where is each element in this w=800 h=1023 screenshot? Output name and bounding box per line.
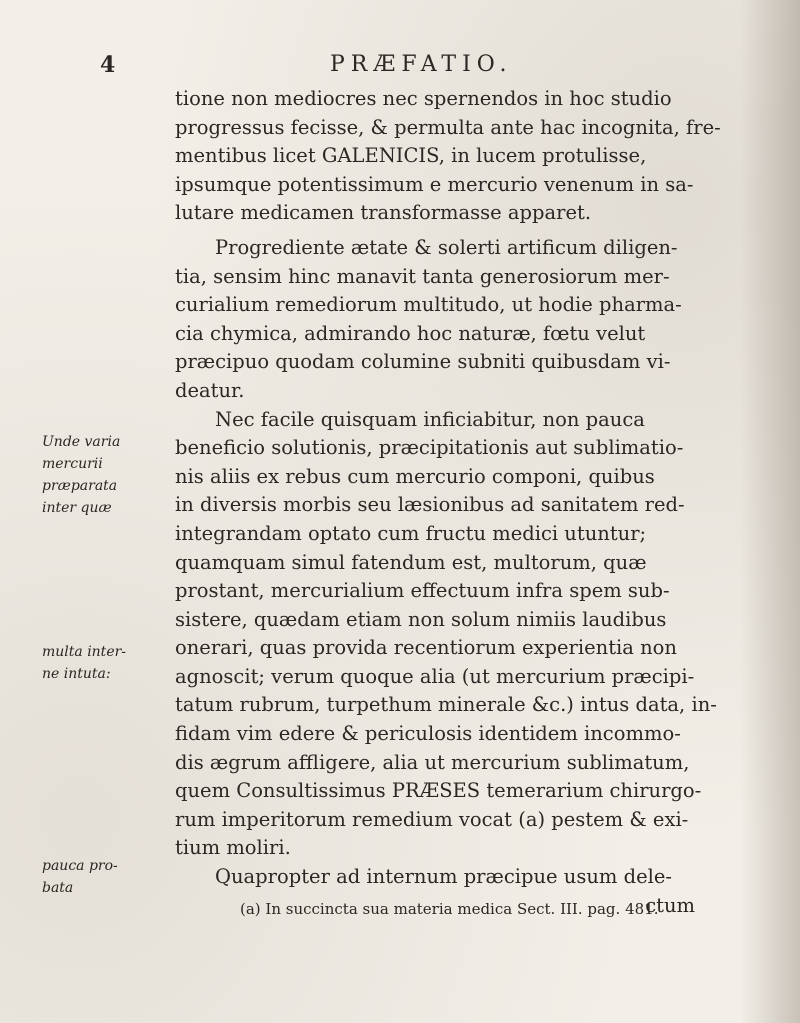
text-line: progressus fecisse, & permulta ante hac incognita, fre- — [175, 115, 721, 139]
text-line: curialium remediorum multitudo, ut hodie pharma- — [175, 293, 682, 317]
text-line: sistere, quædam etiam non solum nimiis laudibus — [175, 607, 667, 631]
margin-note-3 — [42, 855, 118, 899]
margin-note-line: Unde varia — [42, 434, 121, 450]
text-line: Progrediente ætate & solerti artificum diligen- — [215, 235, 678, 259]
text-line: agnoscit; verum quoque alia (ut mercurium præcipi- — [175, 664, 695, 688]
text-line: tatum rubrum, turpethum minerale &c.) intus data, in- — [175, 693, 717, 717]
text-line: deatur. — [175, 378, 245, 402]
page-number: 4 — [100, 52, 116, 78]
margin-note-line: præparata — [42, 478, 118, 494]
margin-note-line: pauca pro- — [42, 858, 118, 874]
main-text — [175, 85, 735, 920]
page-header — [100, 52, 720, 82]
page-edge-shadow — [740, 0, 800, 1023]
margin-note-line: ne intuta: — [42, 666, 111, 682]
margin-note-line: multa inter- — [42, 644, 127, 660]
text-line: ipsumque potentissimum e mercurio venenum in sa- — [175, 172, 694, 196]
text-line: beneficio solutionis, præcipitationis aut sublimatio- — [175, 436, 684, 460]
margin-note-2 — [42, 641, 126, 685]
text-line: integrandam optato cum fructu medici utuntur; — [175, 521, 647, 545]
catchword: ctum — [645, 893, 695, 917]
text-line: fidam vim edere & periculosis identidem incommo- — [175, 722, 681, 746]
text-line: tia, sensim hinc manavit tanta generosiorum mer- — [175, 264, 670, 288]
text-line: Nec facile quisquam inficiabitur, non pauca — [215, 407, 645, 431]
text-line: Quapropter ad internum præcipue usum dele- — [215, 865, 672, 889]
text-line: prostant, mercurialium effectuum infra spem sub- — [175, 579, 670, 603]
margin-note-line: inter quæ — [42, 500, 112, 516]
text-line: tium moliri. — [175, 836, 291, 860]
text-line: quamquam simul fatendum est, multorum, quæ — [175, 550, 647, 574]
running-head: PRÆFATIO. — [330, 52, 513, 77]
text-line: cia chymica, admirando hoc naturæ, fœtu velut — [175, 321, 646, 345]
text-line: tione non mediocres nec spernendos in hoc studio — [175, 87, 672, 110]
margin-note-line: bata — [42, 880, 74, 896]
text-line: rum imperitorum remedium vocat (a) pestem & exi- — [175, 807, 689, 831]
text-line: dis ægrum affligere, alia ut mercurium sublimatum, — [175, 750, 690, 774]
footnote: (a) In succincta sua materia medica Sect. III. pag. 481. — [240, 900, 659, 918]
text-line: in diversis morbis seu læsionibus ad sanitatem red- — [175, 493, 685, 517]
text-line: onerari, quas provida recentiorum experientia non — [175, 636, 677, 660]
text-line: mentibus licet GALENICIS, in lucem protulisse, — [175, 144, 647, 168]
text-line: nis aliis ex rebus cum mercurio componi, quibus — [175, 464, 655, 488]
margin-note-1 — [42, 431, 120, 519]
text-line: præcipuo quodam columine subniti quibusdam vi- — [175, 350, 671, 374]
text-line: lutare medicamen transformasse apparet. — [175, 201, 592, 225]
text-line: quem Consultissimus PRÆSES temerarium chirurgo- — [175, 779, 702, 803]
margin-note-line: mercurii — [42, 456, 103, 472]
